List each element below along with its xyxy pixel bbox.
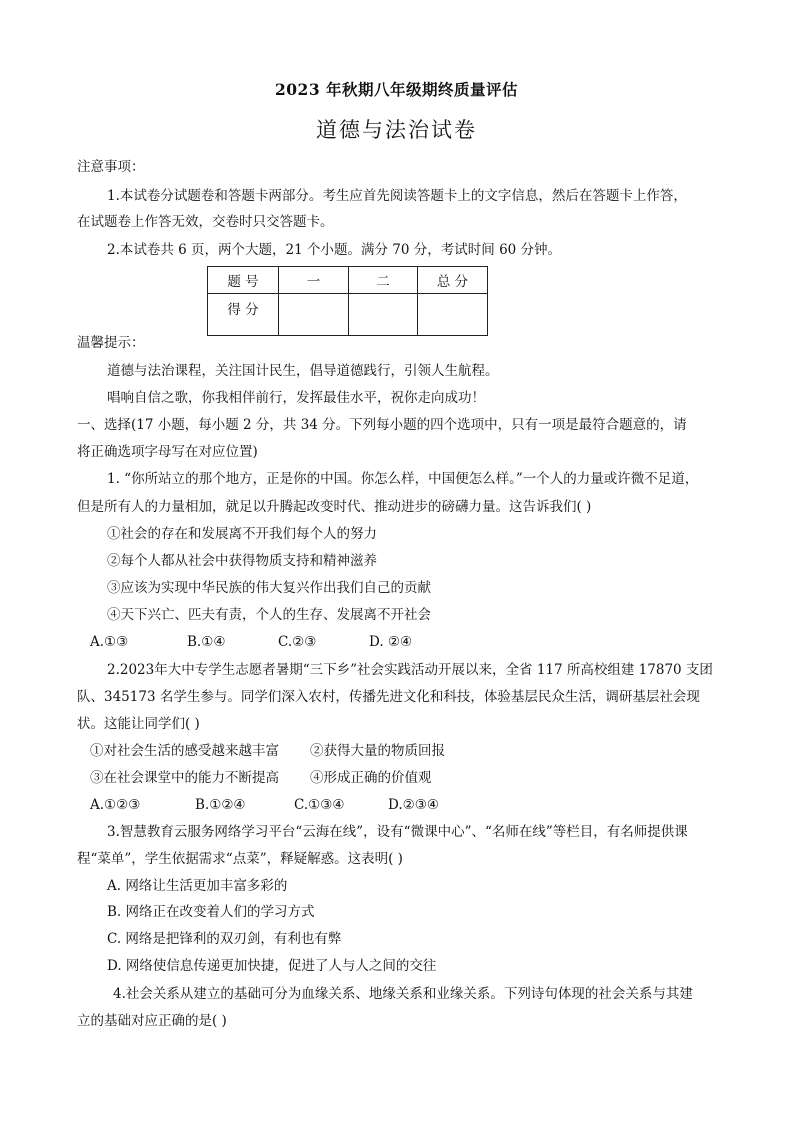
- question-3-option-b: B. 网络正在改变着人们的学习方式: [107, 904, 315, 920]
- question-2-line-2: 队、345173 名学生参与。同学们深入农村，传播先进文化和科技，体验基层民众生活，调研基层社会现: [77, 689, 700, 705]
- question-1-option-a: A.①③: [90, 634, 129, 650]
- question-2-statement-3: ③在社会课堂中的能力不断提高: [90, 770, 279, 786]
- score-table-header: 总 分: [418, 267, 488, 294]
- question-1-option-c: C.②③: [278, 634, 317, 650]
- question-3-line-1: 3.智慧教育云服务网络学习平台“云海在线”，设有“微课中心”、“名师在线”等栏目，有名师提供课: [107, 824, 688, 840]
- score-cell: [279, 294, 349, 336]
- question-1-option-d: D. ②④: [369, 634, 413, 650]
- question-1-statement-2: ②每个人都从社会中获得物质支持和精神滋养: [107, 553, 377, 569]
- notice-item-2: 2.本试卷共 6 页，两个大题，21 个小题。满分 70 分，考试时间 60 分钟。: [107, 242, 562, 258]
- question-3-line-2: 程“菜单”，学生依据需求“点菜”，释疑解惑。这表明( ): [77, 851, 403, 867]
- question-2-statement-2: ②获得大量的物质回报: [310, 743, 445, 759]
- score-table-header-row: [208, 267, 488, 294]
- question-2-option-d: D.②③④: [388, 797, 439, 813]
- question-2-option-a: A.①②③: [90, 797, 141, 813]
- tips-line-2: 唱响自信之歌，你我相伴前行，发挥最佳水平，祝你走向成功！: [107, 390, 485, 406]
- score-cell: [349, 294, 418, 336]
- question-4-line-1: 4.社会关系从建立的基础可分为血缘关系、地缘关系和业缘关系。下列诗句体现的社会关系与其建: [113, 986, 693, 1002]
- score-table: [207, 266, 488, 336]
- question-2-statement-4: ④形成正确的价值观: [310, 770, 432, 786]
- question-3-option-d: D. 网络使信息传递更加快捷，促进了人与人之间的交往: [107, 958, 437, 974]
- exam-title: 2023 年秋期八年级期终质量评估: [274, 80, 519, 99]
- question-2-option-c: C.①③④: [294, 797, 345, 813]
- question-1-statement-1: ①社会的存在和发展离不开我们每个人的努力: [107, 526, 377, 542]
- score-table-header: 一: [279, 267, 349, 294]
- notice-heading: 注意事项：: [77, 159, 145, 175]
- question-2-line-1: 2.2023年大中专学生志愿者暑期“三下乡”社会实践活动开展以来，全省 117 所高校组建 17870 支团: [107, 662, 713, 678]
- notice-item-1-line-1: 1.本试卷分试题卷和答题卡两部分。考生应首先阅读答题卡上的文字信息，然后在答题卡上作答，: [107, 188, 687, 204]
- question-2-line-3: 状。这能让同学们( ): [77, 716, 200, 732]
- question-3-option-c: C. 网络是把锋利的双刃剑，有利也有弊: [107, 931, 342, 947]
- question-1-statement-4: ④天下兴亡、匹夫有责，个人的生存、发展离不开社会: [107, 607, 431, 623]
- score-table-score-row: [208, 294, 488, 336]
- exam-subject: 道德与法治试卷: [316, 118, 477, 142]
- score-table-header: 题 号: [208, 267, 279, 294]
- score-row-label: 得 分: [208, 294, 279, 336]
- tips-line-1: 道德与法治课程，关注国计民生，倡导道德践行，引领人生航程。: [107, 363, 499, 379]
- tips-heading: 温馨提示：: [77, 335, 145, 351]
- section-1-instructions-line-2: 将正确选项字母写在对应位置): [77, 444, 258, 460]
- question-1-option-b: B.①④: [187, 634, 226, 650]
- section-1-instructions-line-1: 一、选择(17 小题，每小题 2 分，共 34 分。下列每小题的四个选项中，只有一项是最符合题意的，请: [77, 417, 687, 433]
- score-table-header: 二: [349, 267, 418, 294]
- notice-item-1-line-2: 在试题卷上作答无效，交卷时只交答题卡。: [77, 214, 334, 230]
- question-2-statement-1: ①对社会生活的感受越来越丰富: [90, 743, 279, 759]
- question-1-line-2: 但是所有人的力量相加，就足以升腾起改变时代、推动进步的磅礴力量。这告诉我们( ): [77, 499, 592, 515]
- question-2-option-b: B.①②④: [195, 797, 246, 813]
- question-3-option-a: A. 网络让生活更加丰富多彩的: [107, 878, 288, 894]
- score-cell: [418, 294, 488, 336]
- question-1-line-1: 1. “你所站立的那个地方，正是你的中国。你怎么样，中国便怎么样。”一个人的力量或许微不足道，: [107, 471, 699, 487]
- question-1-statement-3: ③应该为实现中华民族的伟大复兴作出我们自己的贡献: [107, 580, 431, 596]
- question-4-line-2: 立的基础对应正确的是( ): [77, 1013, 227, 1029]
